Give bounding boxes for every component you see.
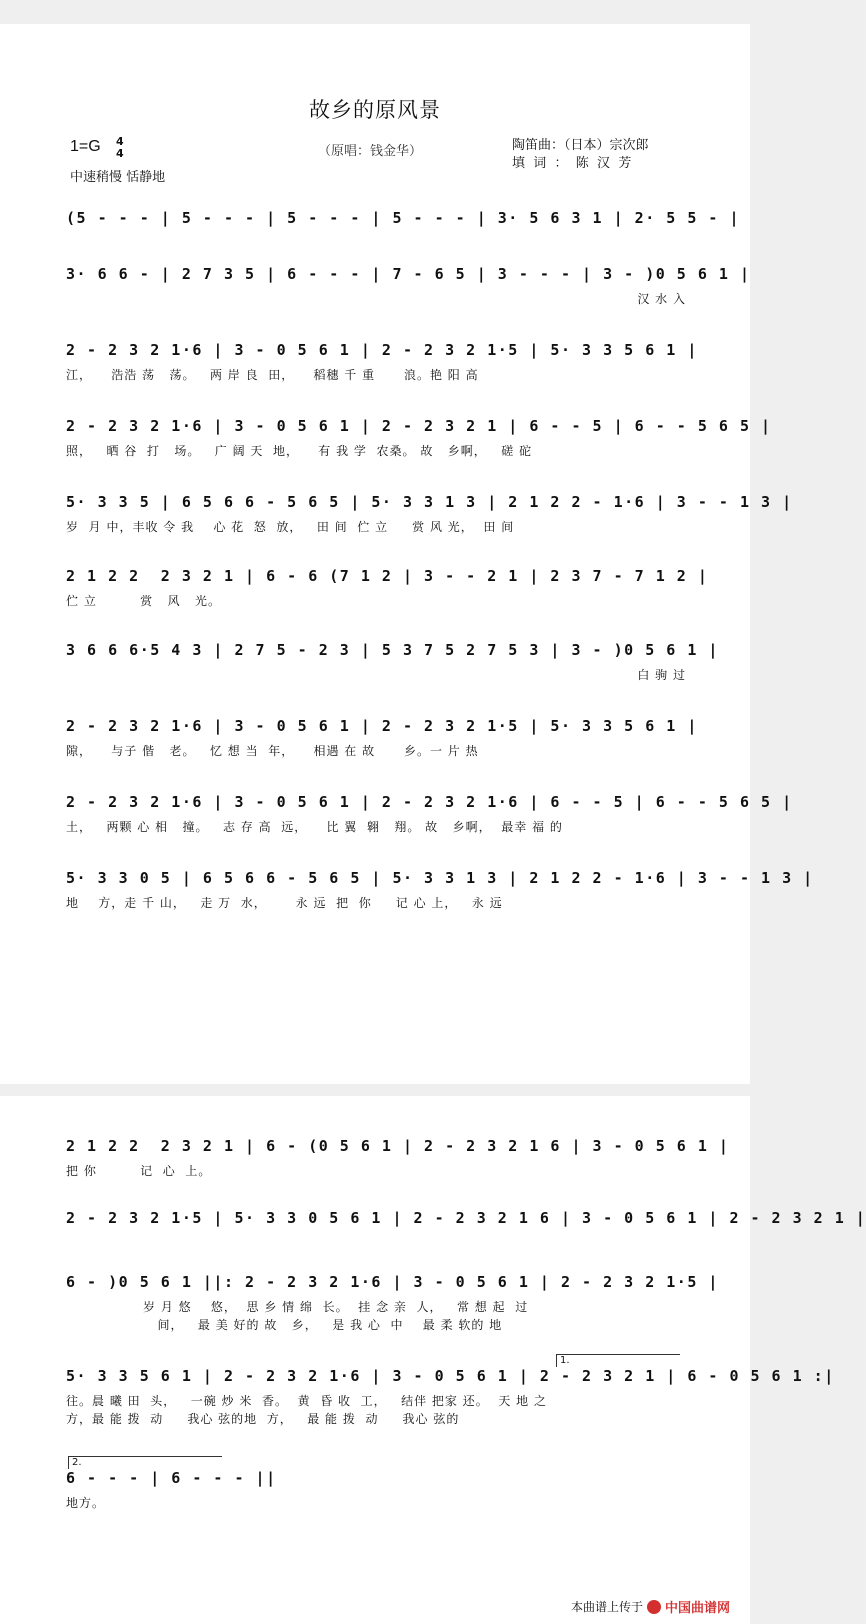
staff-line — [66, 1366, 835, 1428]
notation-line: 5· 3 3 5 6 1 | 2 - 2 3 2 1·6 | 3 - 0 5 6 1 | 2 - 2 3 2 1 | 6 - 0 5 6 1 :| — [66, 1367, 835, 1385]
upload-text: 本曲谱上传于 — [570, 1600, 643, 1614]
tempo-marking: 中速稍慢 恬静地 — [70, 170, 166, 185]
lyrics-line: 地方。 — [66, 1496, 106, 1510]
time-signature — [116, 136, 124, 160]
staff-line — [66, 1468, 686, 1512]
notation-line: 2 1 2 2 2 3 2 1 | 6 - 6 (7 1 2 | 3 - - 2 1 | 2 3 7 - 7 1 2 | — [66, 567, 709, 585]
notation-line: 2 - 2 3 2 1·5 | 5· 3 3 0 5 6 1 | 2 - 2 3 2 1 6 | 3 - 0 5 6 1 | 2 - 2 3 2 1 | — [66, 1209, 866, 1227]
song-title: 故乡的原风景 — [309, 98, 441, 122]
lyrics-line — [66, 234, 686, 252]
original-singer: （原唱：钱金华） — [318, 144, 423, 159]
notation-line: 3· 6 6 - | 2 7 3 5 | 6 - - - | 7 - 6 5 | 3 - - - | 3 - )0 5 6 1 | — [66, 265, 751, 283]
site-brand[interactable]: 中国曲谱网 — [664, 1601, 730, 1616]
notation-line: 5· 3 3 0 5 | 6 5 6 6 - 5 6 5 | 5· 3 3 1 3 | 2 1 2 2 - 1·6 | 3 - - 1 3 | — [66, 869, 814, 887]
staff-line — [66, 716, 698, 760]
footer — [571, 1597, 730, 1616]
staff-line — [66, 1272, 719, 1334]
notation-line: 6 - - - | 6 - - - || — [66, 1469, 277, 1487]
volta-ending-1: 1. — [556, 1354, 680, 1367]
volta-ending-2: 2. — [68, 1456, 222, 1469]
notation-line: 2 - 2 3 2 1·6 | 3 - 0 5 6 1 | 2 - 2 3 2 1 | 6 - - 5 | 6 - - 5 6 5 | — [66, 417, 772, 435]
lyrics-line: 往。晨 曦 田 头， 一碗 炒 米 香。 黄 昏 收 工， 结伴 把家 还。 天 地 之 — [66, 1394, 547, 1408]
score-page-2 — [0, 1096, 866, 1624]
site-logo-icon — [647, 1600, 661, 1614]
staff-line — [66, 566, 709, 610]
lyrics-line: 岁 月 悠 悠， 思 乡 情 绵 长。 挂 念 亲 人， 常 想 起 过 — [66, 1300, 529, 1314]
lyrics-credit: 填 词 ： 陈 汉 芳 — [512, 156, 632, 171]
lyrics-line: 江， 浩浩 荡 荡。 两 岸 良 田， 稻穗 千 重 浪。艳 阳 高 — [66, 368, 479, 382]
notation-line: 2 - 2 3 2 1·6 | 3 - 0 5 6 1 | 2 - 2 3 2 1·5 | 5· 3 3 5 6 1 | — [66, 717, 698, 735]
staff-line — [66, 208, 740, 252]
staff-line — [66, 868, 814, 912]
notation-line: 6 - )0 5 6 1 ||: 2 - 2 3 2 1·6 | 3 - 0 5 6 1 | 2 - 2 3 2 1·5 | — [66, 1273, 719, 1291]
lyrics-line: 白 驹 过 — [637, 668, 686, 682]
lyrics-line: 地 方，走 千 山， 走 万 水， 永 远 把 你 记 心 上， 永 远 — [66, 896, 503, 910]
lyrics-line: 汉 水 入 — [637, 292, 686, 306]
key-signature: 1=G — [70, 138, 101, 155]
staff-line — [66, 1136, 730, 1180]
notation-line: 3 6 6 6·5 4 3 | 2 7 5 - 2 3 | 5 3 7 5 2 7 5 3 | 3 - )0 5 6 1 | — [66, 641, 719, 659]
lyrics-line: 照， 晒 谷 打 场。 广 阔 天 地， 有 我 学 农桑。 故 乡啊， 磋 砣 — [66, 444, 533, 458]
lyrics-line: 岁 月 中，丰收 令 我 心 花 怒 放， 田 间 伫 立 赏 风 光， 田 间 — [66, 520, 515, 534]
lyrics-line: 隙， 与子 偕 老。 忆 想 当 年， 相遇 在 故 乡。一 片 热 — [66, 744, 479, 758]
staff-line — [66, 264, 751, 308]
lyrics-line-verse2: 方，最 能 拨 动 我心 弦的地 方， 最 能 拨 动 我心 弦的 — [66, 1412, 460, 1426]
notation-line: 5· 3 3 5 | 6 5 6 6 - 5 6 5 | 5· 3 3 1 3 | 2 1 2 2 - 1·6 | 3 - - 1 3 | — [66, 493, 793, 511]
notation-line: (5 - - - | 5 - - - | 5 - - - | 5 - - - | 3· 5 6 3 1 | 2· 5 5 - | — [66, 209, 740, 227]
notation-line: 2 - 2 3 2 1·6 | 3 - 0 5 6 1 | 2 - 2 3 2 1·5 | 5· 3 3 5 6 1 | — [66, 341, 698, 359]
time-signature-bottom: 4 — [116, 147, 124, 160]
staff-line — [66, 640, 719, 684]
staff-line — [66, 416, 772, 460]
music-credit: 陶笛曲：（日本）宗次郎 — [512, 138, 649, 153]
staff-line — [66, 340, 698, 384]
staff-line — [66, 492, 793, 536]
lyrics-line: 伫 立 赏 风 光。 — [66, 594, 222, 608]
staff-line — [66, 1208, 866, 1230]
staff-line — [66, 792, 793, 836]
score-page-1 — [0, 24, 814, 1084]
lyrics-line-verse2: 间， 最 美 好的 故 乡， 是 我 心 中 最 柔 软的 地 — [66, 1318, 503, 1332]
time-signature-top: 4 — [116, 135, 124, 148]
notation-line: 2 1 2 2 2 3 2 1 | 6 - (0 5 6 1 | 2 - 2 3 2 1 6 | 3 - 0 5 6 1 | — [66, 1137, 730, 1155]
notation-line: 2 - 2 3 2 1·6 | 3 - 0 5 6 1 | 2 - 2 3 2 1·6 | 6 - - 5 | 6 - - 5 6 5 | — [66, 793, 793, 811]
lyrics-line: 把 你 记 心 上。 — [66, 1164, 212, 1178]
lyrics-line: 土， 两颗 心 相 撞。 志 存 高 远， 比 翼 翱 翔。 故 乡啊， 最幸 福 的 — [66, 820, 563, 834]
